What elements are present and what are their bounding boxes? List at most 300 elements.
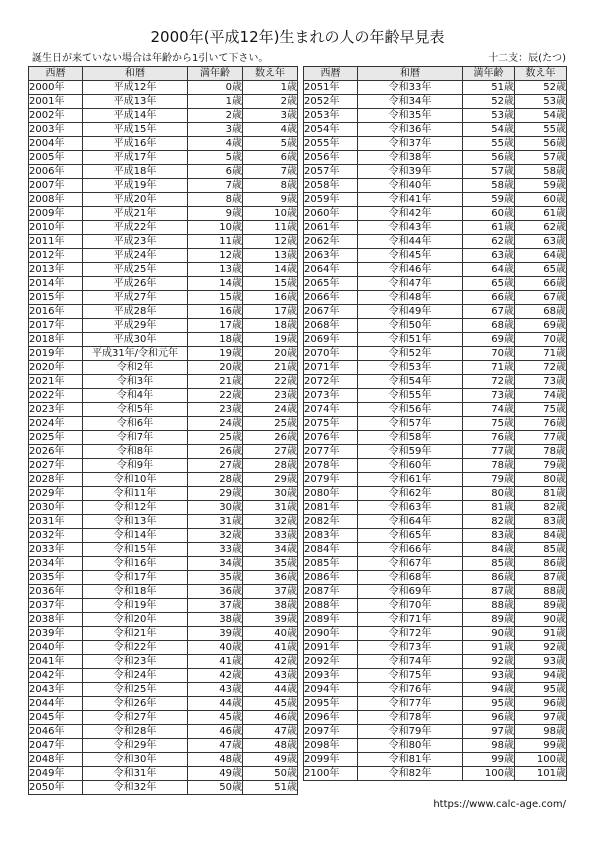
cell-japanese: 令和29年 xyxy=(83,739,188,753)
table-row xyxy=(29,683,298,697)
cell-western: 2074年 xyxy=(304,403,358,417)
cell-japanese: 令和10年 xyxy=(83,473,188,487)
cell-japanese: 平成29年 xyxy=(83,319,188,333)
cell-western: 2008年 xyxy=(29,193,83,207)
cell-full-age: 89歳 xyxy=(463,613,515,627)
cell-full-age: 39歳 xyxy=(188,627,243,641)
cell-japanese: 令和52年 xyxy=(358,347,463,361)
cell-full-age: 99歳 xyxy=(463,753,515,767)
cell-kazoe: 88歳 xyxy=(515,585,567,599)
birthday-note: 誕生日が来ていない場合は年齢から1引いて下さい。 xyxy=(32,53,269,64)
table-row xyxy=(29,109,298,123)
cell-kazoe: 83歳 xyxy=(515,515,567,529)
cell-western: 2088年 xyxy=(304,599,358,613)
table-row xyxy=(304,277,567,291)
cell-western: 2012年 xyxy=(29,249,83,263)
cell-kazoe: 94歳 xyxy=(515,669,567,683)
cell-japanese: 平成28年 xyxy=(83,305,188,319)
cell-full-age: 19歳 xyxy=(188,347,243,361)
age-table-right xyxy=(303,66,567,781)
cell-japanese: 令和18年 xyxy=(83,585,188,599)
cell-kazoe: 50歳 xyxy=(243,767,298,781)
table-row xyxy=(29,151,298,165)
cell-western: 2025年 xyxy=(29,431,83,445)
cell-western: 2070年 xyxy=(304,347,358,361)
table-row xyxy=(29,487,298,501)
cell-western: 2061年 xyxy=(304,221,358,235)
cell-full-age: 48歳 xyxy=(188,753,243,767)
cell-full-age: 94歳 xyxy=(463,683,515,697)
table-row xyxy=(304,179,567,193)
table-row xyxy=(304,361,567,375)
cell-western: 2092年 xyxy=(304,655,358,669)
cell-kazoe: 15歳 xyxy=(243,277,298,291)
cell-japanese: 平成14年 xyxy=(83,109,188,123)
table-row xyxy=(304,151,567,165)
cell-japanese: 平成19年 xyxy=(83,179,188,193)
cell-kazoe: 73歳 xyxy=(515,375,567,389)
table-row xyxy=(29,361,298,375)
cell-western: 2067年 xyxy=(304,305,358,319)
cell-japanese: 令和40年 xyxy=(358,179,463,193)
cell-western: 2011年 xyxy=(29,235,83,249)
table-row xyxy=(29,123,298,137)
cell-full-age: 2歳 xyxy=(188,109,243,123)
cell-western: 2038年 xyxy=(29,613,83,627)
cell-kazoe: 44歳 xyxy=(243,683,298,697)
table-row xyxy=(29,291,298,305)
cell-western: 2055年 xyxy=(304,137,358,151)
cell-western: 2032年 xyxy=(29,529,83,543)
cell-western: 2042年 xyxy=(29,669,83,683)
cell-full-age: 45歳 xyxy=(188,711,243,725)
cell-kazoe: 3歳 xyxy=(243,109,298,123)
cell-western: 2078年 xyxy=(304,459,358,473)
cell-kazoe: 55歳 xyxy=(515,123,567,137)
table-row xyxy=(304,669,567,683)
cell-kazoe: 10歳 xyxy=(243,207,298,221)
cell-japanese: 令和65年 xyxy=(358,529,463,543)
cell-western: 2052年 xyxy=(304,95,358,109)
cell-japanese: 令和80年 xyxy=(358,739,463,753)
cell-western: 2013年 xyxy=(29,263,83,277)
cell-kazoe: 53歳 xyxy=(515,95,567,109)
cell-western: 2037年 xyxy=(29,599,83,613)
cell-full-age: 3歳 xyxy=(188,123,243,137)
cell-kazoe: 14歳 xyxy=(243,263,298,277)
cell-full-age: 66歳 xyxy=(463,291,515,305)
cell-full-age: 59歳 xyxy=(463,193,515,207)
cell-western: 2039年 xyxy=(29,627,83,641)
cell-japanese: 令和32年 xyxy=(83,781,188,795)
cell-full-age: 15歳 xyxy=(188,291,243,305)
cell-full-age: 60歳 xyxy=(463,207,515,221)
cell-western: 2048年 xyxy=(29,753,83,767)
cell-japanese: 令和78年 xyxy=(358,711,463,725)
table-row xyxy=(304,697,567,711)
cell-kazoe: 33歳 xyxy=(243,529,298,543)
cell-full-age: 91歳 xyxy=(463,641,515,655)
cell-kazoe: 93歳 xyxy=(515,655,567,669)
cell-japanese: 平成15年 xyxy=(83,123,188,137)
table-row xyxy=(29,137,298,151)
cell-kazoe: 26歳 xyxy=(243,431,298,445)
cell-japanese: 令和58年 xyxy=(358,431,463,445)
cell-western: 2014年 xyxy=(29,277,83,291)
cell-full-age: 83歳 xyxy=(463,529,515,543)
cell-full-age: 20歳 xyxy=(188,361,243,375)
cell-full-age: 78歳 xyxy=(463,459,515,473)
table-row xyxy=(29,95,298,109)
cell-japanese: 令和53年 xyxy=(358,361,463,375)
cell-full-age: 70歳 xyxy=(463,347,515,361)
table-row xyxy=(29,179,298,193)
cell-japanese: 平成13年 xyxy=(83,95,188,109)
cell-kazoe: 52歳 xyxy=(515,81,567,95)
cell-full-age: 12歳 xyxy=(188,249,243,263)
cell-japanese: 令和54年 xyxy=(358,375,463,389)
cell-full-age: 79歳 xyxy=(463,473,515,487)
cell-kazoe: 40歳 xyxy=(243,627,298,641)
cell-full-age: 32歳 xyxy=(188,529,243,543)
cell-full-age: 26歳 xyxy=(188,445,243,459)
cell-kazoe: 47歳 xyxy=(243,725,298,739)
cell-full-age: 86歳 xyxy=(463,571,515,585)
table-row xyxy=(29,781,298,795)
cell-japanese: 令和24年 xyxy=(83,669,188,683)
cell-western: 2045年 xyxy=(29,711,83,725)
cell-kazoe: 68歳 xyxy=(515,305,567,319)
cell-kazoe: 81歳 xyxy=(515,487,567,501)
cell-full-age: 13歳 xyxy=(188,263,243,277)
cell-full-age: 28歳 xyxy=(188,473,243,487)
cell-full-age: 98歳 xyxy=(463,739,515,753)
cell-full-age: 25歳 xyxy=(188,431,243,445)
table-row xyxy=(304,613,567,627)
cell-kazoe: 85歳 xyxy=(515,543,567,557)
cell-japanese: 令和5年 xyxy=(83,403,188,417)
cell-japanese: 平成31年/令和元年 xyxy=(83,347,188,361)
cell-western: 2096年 xyxy=(304,711,358,725)
cell-full-age: 40歳 xyxy=(188,641,243,655)
cell-western: 2068年 xyxy=(304,319,358,333)
cell-western: 2041年 xyxy=(29,655,83,669)
table-row xyxy=(304,123,567,137)
cell-kazoe: 96歳 xyxy=(515,697,567,711)
cell-full-age: 55歳 xyxy=(463,137,515,151)
cell-full-age: 58歳 xyxy=(463,179,515,193)
cell-western: 2080年 xyxy=(304,487,358,501)
cell-kazoe: 20歳 xyxy=(243,347,298,361)
cell-western: 2081年 xyxy=(304,501,358,515)
table-row xyxy=(304,753,567,767)
cell-kazoe: 30歳 xyxy=(243,487,298,501)
cell-japanese: 平成30年 xyxy=(83,333,188,347)
table-row xyxy=(29,263,298,277)
cell-kazoe: 32歳 xyxy=(243,515,298,529)
cell-western: 2069年 xyxy=(304,333,358,347)
table-row xyxy=(29,249,298,263)
cell-kazoe: 65歳 xyxy=(515,263,567,277)
cell-western: 2054年 xyxy=(304,123,358,137)
cell-japanese: 令和41年 xyxy=(358,193,463,207)
cell-kazoe: 78歳 xyxy=(515,445,567,459)
cell-western: 2050年 xyxy=(29,781,83,795)
cell-kazoe: 42歳 xyxy=(243,655,298,669)
cell-kazoe: 67歳 xyxy=(515,291,567,305)
cell-full-age: 52歳 xyxy=(463,95,515,109)
cell-japanese: 令和35年 xyxy=(358,109,463,123)
table-row xyxy=(304,319,567,333)
table-row xyxy=(29,459,298,473)
cell-japanese: 令和57年 xyxy=(358,417,463,431)
cell-full-age: 97歳 xyxy=(463,725,515,739)
cell-japanese: 平成27年 xyxy=(83,291,188,305)
cell-kazoe: 13歳 xyxy=(243,249,298,263)
cell-japanese: 令和43年 xyxy=(358,221,463,235)
table-row xyxy=(304,515,567,529)
cell-full-age: 41歳 xyxy=(188,655,243,669)
cell-japanese: 令和68年 xyxy=(358,571,463,585)
cell-kazoe: 36歳 xyxy=(243,571,298,585)
cell-japanese: 令和55年 xyxy=(358,389,463,403)
table-row xyxy=(304,109,567,123)
cell-western: 2016年 xyxy=(29,305,83,319)
cell-kazoe: 22歳 xyxy=(243,375,298,389)
cell-full-age: 6歳 xyxy=(188,165,243,179)
cell-full-age: 75歳 xyxy=(463,417,515,431)
cell-full-age: 23歳 xyxy=(188,403,243,417)
table-row xyxy=(29,613,298,627)
cell-western: 2029年 xyxy=(29,487,83,501)
cell-kazoe: 21歳 xyxy=(243,361,298,375)
cell-japanese: 令和27年 xyxy=(83,711,188,725)
cell-kazoe: 77歳 xyxy=(515,431,567,445)
table-row xyxy=(29,389,298,403)
cell-japanese: 令和38年 xyxy=(358,151,463,165)
cell-full-age: 100歳 xyxy=(463,767,515,781)
table-row xyxy=(304,249,567,263)
cell-western: 2026年 xyxy=(29,445,83,459)
table-row xyxy=(304,543,567,557)
table-row xyxy=(29,711,298,725)
cell-western: 2005年 xyxy=(29,151,83,165)
cell-japanese: 令和42年 xyxy=(358,207,463,221)
cell-western: 2099年 xyxy=(304,753,358,767)
table-row xyxy=(304,333,567,347)
table-row xyxy=(29,753,298,767)
cell-full-age: 64歳 xyxy=(463,263,515,277)
cell-kazoe: 86歳 xyxy=(515,557,567,571)
cell-full-age: 21歳 xyxy=(188,375,243,389)
cell-japanese: 令和34年 xyxy=(358,95,463,109)
cell-kazoe: 72歳 xyxy=(515,361,567,375)
cell-western: 2000年 xyxy=(29,81,83,95)
cell-full-age: 37歳 xyxy=(188,599,243,613)
table-row xyxy=(29,641,298,655)
cell-full-age: 47歳 xyxy=(188,739,243,753)
cell-japanese: 令和64年 xyxy=(358,515,463,529)
cell-japanese: 令和51年 xyxy=(358,333,463,347)
cell-japanese: 令和60年 xyxy=(358,459,463,473)
table-row xyxy=(304,305,567,319)
site-url: https://www.calc-age.com/ xyxy=(433,799,566,810)
cell-japanese: 令和44年 xyxy=(358,235,463,249)
cell-full-age: 69歳 xyxy=(463,333,515,347)
cell-western: 2064年 xyxy=(304,263,358,277)
cell-western: 2075年 xyxy=(304,417,358,431)
cell-western: 2086年 xyxy=(304,571,358,585)
cell-western: 2063年 xyxy=(304,249,358,263)
cell-western: 2059年 xyxy=(304,193,358,207)
cell-full-age: 93歳 xyxy=(463,669,515,683)
cell-full-age: 62歳 xyxy=(463,235,515,249)
table-row xyxy=(304,599,567,613)
cell-japanese: 令和73年 xyxy=(358,641,463,655)
cell-kazoe: 37歳 xyxy=(243,585,298,599)
cell-full-age: 51歳 xyxy=(463,81,515,95)
cell-full-age: 35歳 xyxy=(188,571,243,585)
cell-japanese: 平成17年 xyxy=(83,151,188,165)
cell-western: 2030年 xyxy=(29,501,83,515)
table-row xyxy=(304,389,567,403)
cell-kazoe: 11歳 xyxy=(243,221,298,235)
cell-full-age: 65歳 xyxy=(463,277,515,291)
cell-full-age: 85歳 xyxy=(463,557,515,571)
cell-full-age: 36歳 xyxy=(188,585,243,599)
cell-western: 2021年 xyxy=(29,375,83,389)
table-row xyxy=(29,319,298,333)
cell-japanese: 令和9年 xyxy=(83,459,188,473)
cell-full-age: 63歳 xyxy=(463,249,515,263)
cell-kazoe: 69歳 xyxy=(515,319,567,333)
cell-japanese: 令和37年 xyxy=(358,137,463,151)
cell-japanese: 令和39年 xyxy=(358,165,463,179)
cell-full-age: 87歳 xyxy=(463,585,515,599)
table-row xyxy=(304,655,567,669)
cell-western: 2033年 xyxy=(29,543,83,557)
cell-japanese: 平成25年 xyxy=(83,263,188,277)
cell-kazoe: 71歳 xyxy=(515,347,567,361)
cell-kazoe: 84歳 xyxy=(515,529,567,543)
cell-kazoe: 25歳 xyxy=(243,417,298,431)
cell-kazoe: 35歳 xyxy=(243,557,298,571)
table-row xyxy=(304,683,567,697)
table-row xyxy=(29,417,298,431)
cell-kazoe: 17歳 xyxy=(243,305,298,319)
cell-western: 2089年 xyxy=(304,613,358,627)
header-western: 西暦 xyxy=(29,67,83,81)
table-row xyxy=(29,81,298,95)
cell-western: 2049年 xyxy=(29,767,83,781)
cell-western: 2004年 xyxy=(29,137,83,151)
cell-western: 2056年 xyxy=(304,151,358,165)
cell-western: 2087年 xyxy=(304,585,358,599)
cell-full-age: 81歳 xyxy=(463,501,515,515)
cell-full-age: 46歳 xyxy=(188,725,243,739)
cell-western: 2028年 xyxy=(29,473,83,487)
cell-full-age: 9歳 xyxy=(188,207,243,221)
cell-japanese: 平成16年 xyxy=(83,137,188,151)
cell-japanese: 令和66年 xyxy=(358,543,463,557)
cell-japanese: 令和20年 xyxy=(83,613,188,627)
cell-japanese: 令和36年 xyxy=(358,123,463,137)
cell-japanese: 平成22年 xyxy=(83,221,188,235)
cell-japanese: 令和3年 xyxy=(83,375,188,389)
cell-japanese: 令和46年 xyxy=(358,263,463,277)
table-row xyxy=(304,739,567,753)
cell-kazoe: 79歳 xyxy=(515,459,567,473)
cell-full-age: 42歳 xyxy=(188,669,243,683)
cell-full-age: 88歳 xyxy=(463,599,515,613)
cell-western: 2017年 xyxy=(29,319,83,333)
table-row xyxy=(29,445,298,459)
cell-western: 2062年 xyxy=(304,235,358,249)
cell-japanese: 平成24年 xyxy=(83,249,188,263)
table-row xyxy=(29,739,298,753)
cell-western: 2060年 xyxy=(304,207,358,221)
cell-japanese: 令和75年 xyxy=(358,669,463,683)
cell-kazoe: 27歳 xyxy=(243,445,298,459)
table-row xyxy=(29,207,298,221)
table-row xyxy=(304,627,567,641)
cell-western: 2066年 xyxy=(304,291,358,305)
cell-full-age: 54歳 xyxy=(463,123,515,137)
cell-kazoe: 8歳 xyxy=(243,179,298,193)
cell-japanese: 令和6年 xyxy=(83,417,188,431)
cell-kazoe: 6歳 xyxy=(243,151,298,165)
header-full-age: 満年齢 xyxy=(188,67,243,81)
cell-western: 2018年 xyxy=(29,333,83,347)
table-row xyxy=(304,473,567,487)
table-row xyxy=(29,235,298,249)
cell-western: 2090年 xyxy=(304,627,358,641)
table-row xyxy=(304,501,567,515)
cell-full-age: 49歳 xyxy=(188,767,243,781)
cell-japanese: 令和49年 xyxy=(358,305,463,319)
cell-kazoe: 45歳 xyxy=(243,697,298,711)
cell-full-age: 77歳 xyxy=(463,445,515,459)
table-row xyxy=(29,627,298,641)
table-row xyxy=(304,557,567,571)
table-row xyxy=(29,543,298,557)
cell-japanese: 平成26年 xyxy=(83,277,188,291)
table-row xyxy=(304,95,567,109)
cell-japanese: 令和50年 xyxy=(358,319,463,333)
table-row xyxy=(304,235,567,249)
cell-full-age: 22歳 xyxy=(188,389,243,403)
header-row xyxy=(304,67,567,81)
header-kazoe: 数え年 xyxy=(243,67,298,81)
cell-kazoe: 101歳 xyxy=(515,767,567,781)
table-row xyxy=(29,221,298,235)
cell-western: 2015年 xyxy=(29,291,83,305)
cell-western: 2001年 xyxy=(29,95,83,109)
table-row xyxy=(304,291,567,305)
cell-kazoe: 28歳 xyxy=(243,459,298,473)
cell-japanese: 令和23年 xyxy=(83,655,188,669)
table-row xyxy=(304,585,567,599)
cell-kazoe: 41歳 xyxy=(243,641,298,655)
cell-japanese: 令和2年 xyxy=(83,361,188,375)
cell-full-age: 4歳 xyxy=(188,137,243,151)
cell-kazoe: 43歳 xyxy=(243,669,298,683)
cell-western: 2009年 xyxy=(29,207,83,221)
cell-full-age: 31歳 xyxy=(188,515,243,529)
cell-full-age: 0歳 xyxy=(188,81,243,95)
cell-kazoe: 7歳 xyxy=(243,165,298,179)
cell-full-age: 7歳 xyxy=(188,179,243,193)
